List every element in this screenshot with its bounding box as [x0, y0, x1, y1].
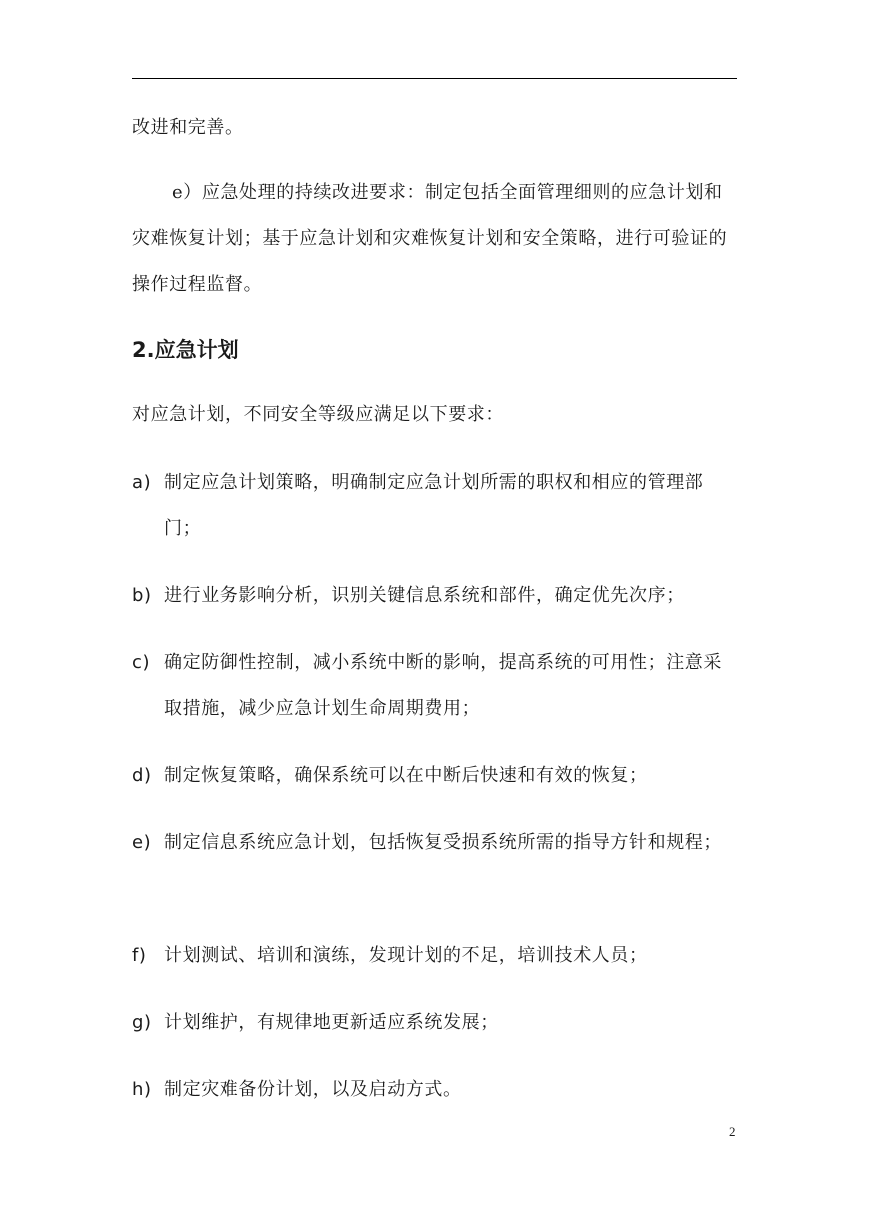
- page-number: 2: [729, 1124, 736, 1139]
- paragraph-e: [132, 170, 737, 308]
- paragraph-e-text: 应急处理的持续改进要求：制定包括全面管理细则的应急计划和灾难恢复计划；基于应急计划和灾难恢复计划和安全策略，进行可验证的操作过程监督。: [132, 182, 728, 295]
- list-item: [132, 460, 737, 552]
- list-item: [132, 1000, 737, 1046]
- section-heading: 2.应急计划: [132, 338, 239, 362]
- list-item-marker: e): [132, 832, 152, 853]
- list-item: [132, 820, 737, 866]
- list-item-marker: d): [132, 765, 152, 786]
- list-item: [132, 933, 737, 979]
- list-item-text: 制定灾难备份计划，以及启动方式。: [164, 1079, 462, 1100]
- paragraph-e-marker: e）: [172, 182, 202, 203]
- header-rule: [132, 78, 737, 79]
- list-item: [132, 573, 737, 619]
- intro-tail-paragraph: 改进和完善。: [132, 117, 244, 138]
- list-item: [132, 1067, 737, 1113]
- list-item-text: 进行业务影响分析，识别关键信息系统和部件，确定优先次序；: [164, 585, 685, 606]
- list-item-text: 制定恢复策略，确保系统可以在中断后快速和有效的恢复；: [164, 765, 648, 786]
- list-item-marker: a): [132, 472, 152, 493]
- list-item-text: 制定信息系统应急计划，包括恢复受损系统所需的指导方针和规程；: [164, 832, 722, 853]
- list-item-text: 确定防御性控制，减小系统中断的影响，提高系统的可用性；注意采取措施，减少应急计划生命周期费用；: [164, 652, 722, 719]
- list-item-text: 计划测试、培训和演练，发现计划的不足，培训技术人员；: [164, 945, 648, 966]
- list-item-marker: c): [132, 652, 151, 673]
- list-item: [132, 753, 737, 799]
- list-item-marker: f): [132, 945, 147, 966]
- section-intro: 对应急计划，不同安全等级应满足以下要求：: [132, 404, 504, 425]
- list-item: [132, 640, 737, 732]
- list-item-marker: b): [132, 585, 152, 606]
- list-item-marker: h): [132, 1079, 152, 1100]
- list-item-text: 制定应急计划策略，明确制定应急计划所需的职权和相应的管理部门；: [164, 472, 704, 539]
- list-item-marker: g): [132, 1012, 152, 1033]
- list-item-text: 计划维护，有规律地更新适应系统发展；: [164, 1012, 499, 1033]
